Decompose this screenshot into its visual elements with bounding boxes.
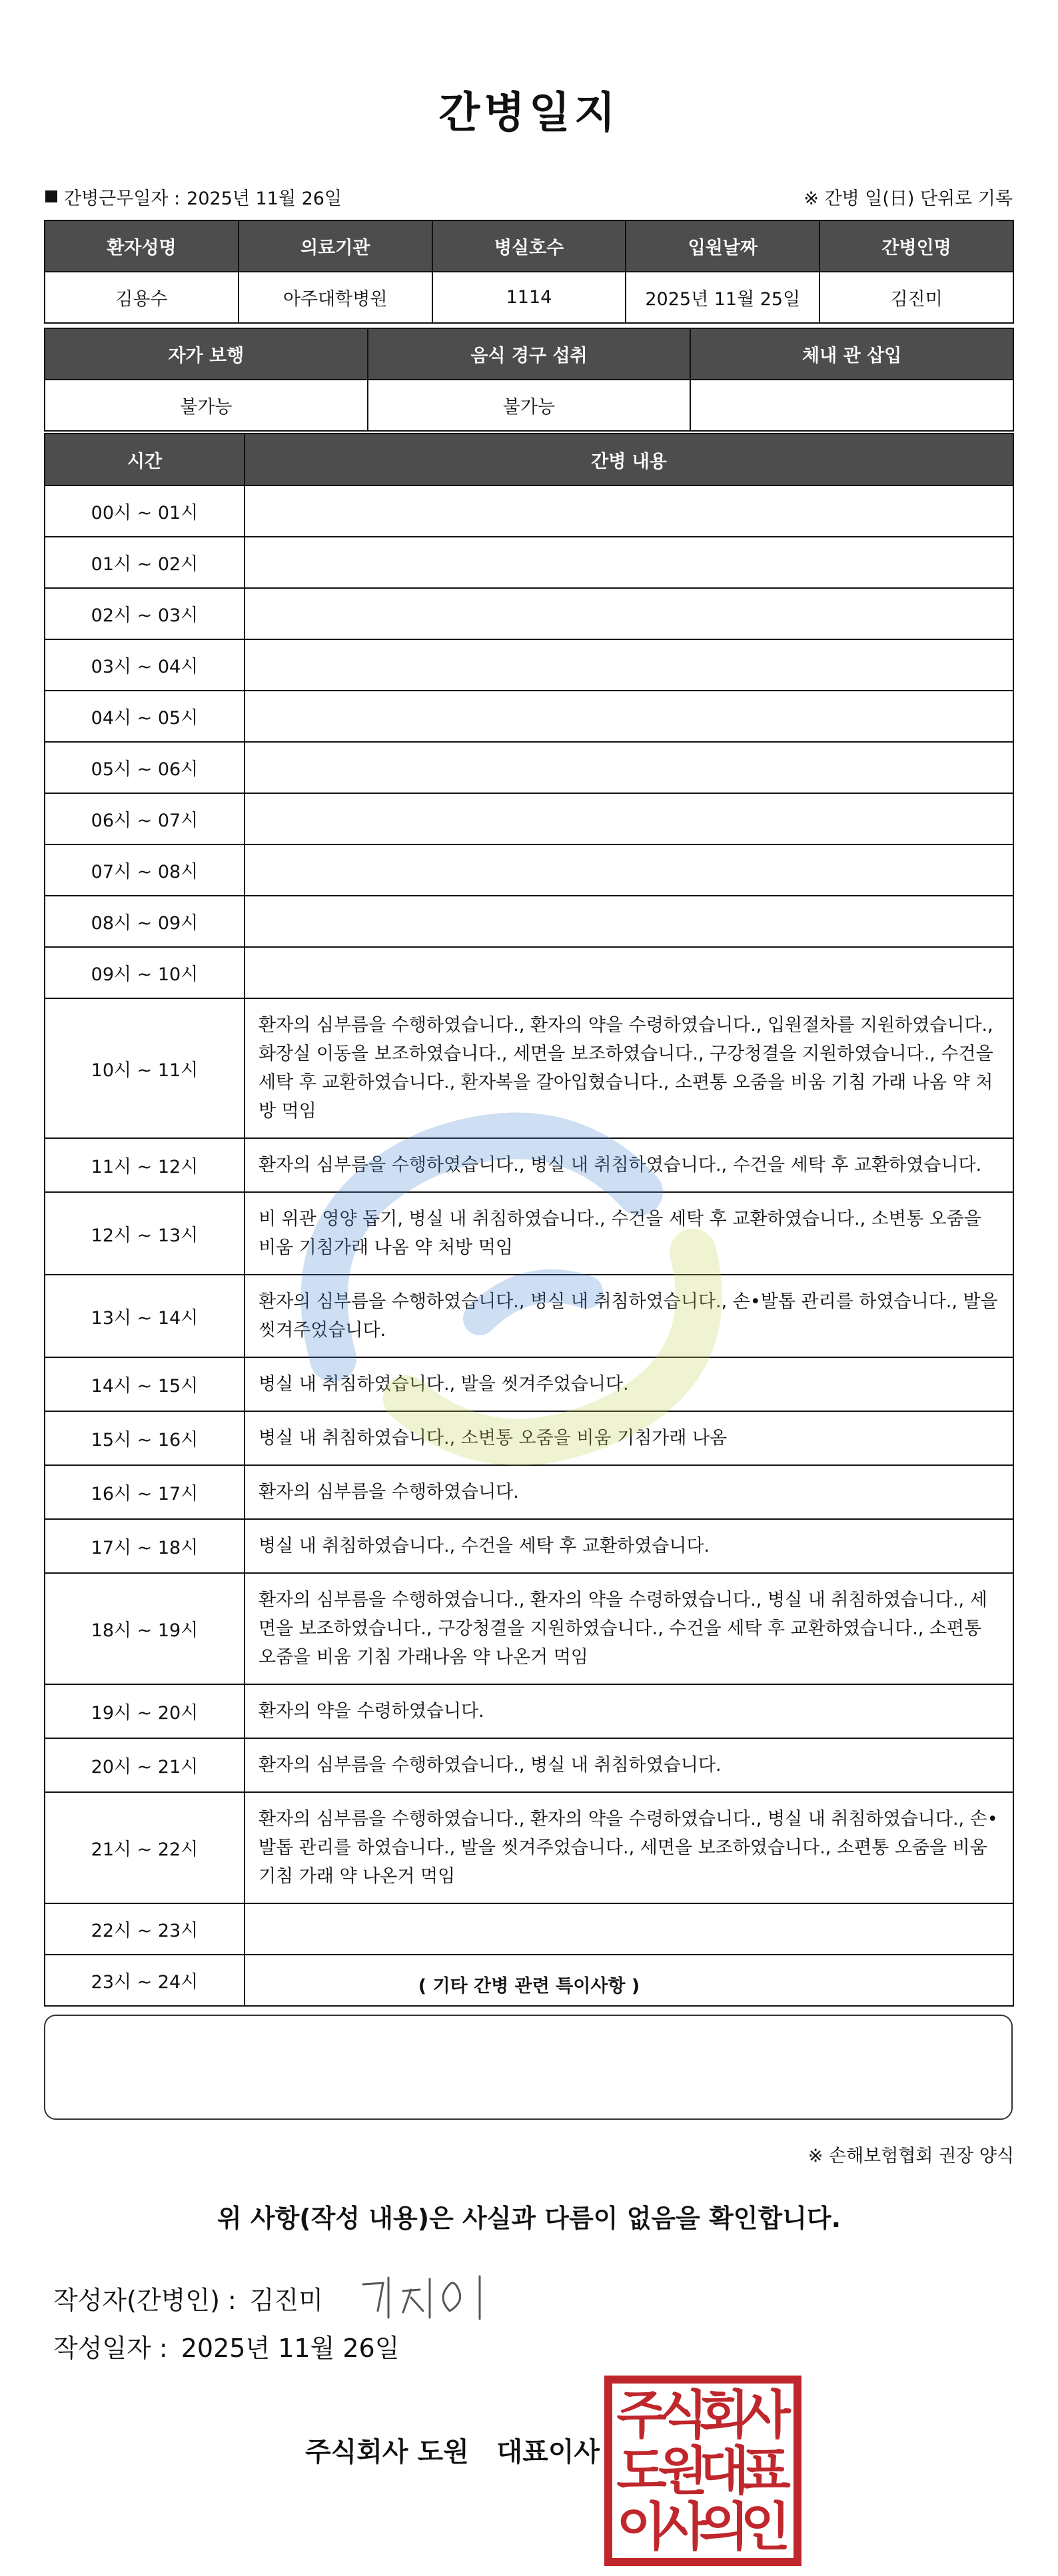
log-row bbox=[45, 742, 1013, 793]
log-row bbox=[45, 793, 1013, 844]
log-content: 환자의 심부름을 수행하였습니다., 병실 내 취침하였습니다. bbox=[245, 1738, 1013, 1792]
svg-text:원: 원 bbox=[658, 2441, 708, 2501]
header-hospital: 의료기관 bbox=[239, 220, 432, 272]
log-time: 11시 ~ 12시 bbox=[45, 1138, 245, 1192]
log-time: 21시 ~ 22시 bbox=[45, 1792, 245, 1903]
log-row bbox=[45, 1519, 1013, 1573]
meta-row bbox=[45, 183, 1013, 210]
log-row bbox=[45, 1411, 1013, 1465]
info-header-row bbox=[45, 220, 1013, 272]
write-date-row bbox=[53, 2328, 399, 2364]
work-date bbox=[45, 184, 342, 210]
log-row bbox=[45, 1903, 1013, 1955]
log-time: 14시 ~ 15시 bbox=[45, 1357, 245, 1411]
log-time: 13시 ~ 14시 bbox=[45, 1275, 245, 1357]
log-content: 환자의 심부름을 수행하였습니다., 병실 내 취침하였습니다., 손•발톱 관리를 하였습니다., 발을 씻겨주었습니다. bbox=[245, 1275, 1013, 1357]
log-row bbox=[45, 588, 1013, 639]
svg-text:도: 도 bbox=[616, 2441, 667, 2501]
remarks-title: ( 기타 간병 관련 특이사항 ) bbox=[418, 1976, 640, 1997]
log-time: 09시 ~ 10시 bbox=[45, 947, 245, 998]
log-time: 20시 ~ 21시 bbox=[45, 1738, 245, 1792]
log-row bbox=[45, 1573, 1013, 1684]
log-row bbox=[45, 537, 1013, 588]
ceo-title: 대표이사 bbox=[496, 2437, 600, 2467]
work-date-label: 간병근무일자 : bbox=[64, 188, 181, 209]
log-row bbox=[45, 998, 1013, 1138]
signature-mark bbox=[356, 2271, 490, 2324]
log-time: 23시 ~ 24시 bbox=[45, 1955, 245, 2006]
writer-label: 작성자(간병인) : bbox=[53, 2285, 237, 2315]
log-time: 18시 ~ 19시 bbox=[45, 1573, 245, 1684]
caregiver-name: 김진미 bbox=[819, 272, 1013, 323]
log-content: 환자의 심부름을 수행하였습니다., 환자의 약을 수령하였습니다., 병실 내 취침하였습니다., 손•발톱 관리를 하였습니다., 발을 씻겨주었습니다., 세면을 보조하였습니다., 소편통 오줌을 비움 기침 가래 약 나온거 먹임 bbox=[245, 1792, 1013, 1903]
log-time: 19시 ~ 20시 bbox=[45, 1684, 245, 1738]
admission-date: 2025년 11월 25일 bbox=[626, 272, 819, 323]
company-name: 주식회사 도원 bbox=[305, 2437, 469, 2467]
log-row bbox=[45, 485, 1013, 537]
svg-text:사: 사 bbox=[658, 2497, 708, 2557]
patient-info-table bbox=[44, 220, 1014, 324]
patient-name: 김용수 bbox=[45, 272, 239, 323]
oral-intake-status: 불가능 bbox=[368, 380, 691, 431]
company-seal bbox=[603, 2374, 803, 2567]
log-time: 03시 ~ 04시 bbox=[45, 639, 245, 691]
log-time: 02시 ~ 03시 bbox=[45, 588, 245, 639]
log-row bbox=[45, 1792, 1013, 1903]
log-content: 비 위관 영양 돕기, 병실 내 취침하였습니다., 수건을 세탁 후 교환하였습니다., 소변통 오줌을 비움 기침가래 나옴 약 처방 먹임 bbox=[245, 1192, 1013, 1275]
svg-text:인: 인 bbox=[740, 2497, 791, 2557]
svg-text:주: 주 bbox=[616, 2386, 667, 2445]
footnote: ※ 손해보험협회 권장 양식 bbox=[807, 2146, 1014, 2166]
log-time: 00시 ~ 01시 bbox=[45, 485, 245, 537]
header-room-number: 병실호수 bbox=[432, 220, 626, 272]
log-time: 01시 ~ 02시 bbox=[45, 537, 245, 588]
log-content: 환자의 심부름을 수행하였습니다., 병실 내 취침하였습니다., 수건을 세탁 후 교환하였습니다. bbox=[245, 1138, 1013, 1192]
log-row bbox=[45, 1357, 1013, 1411]
header-oral-intake: 음식 경구 섭취 bbox=[368, 328, 691, 380]
header-admission-date: 입원날짜 bbox=[626, 220, 819, 272]
write-date-label: 작성일자 : bbox=[53, 2334, 168, 2363]
log-content: 환자의 약을 수령하였습니다. bbox=[245, 1684, 1013, 1738]
write-date-value: 2025년 11월 26일 bbox=[181, 2334, 400, 2363]
log-content bbox=[245, 1903, 1013, 1955]
tube-status bbox=[690, 380, 1013, 431]
page-title: 간병일지 bbox=[438, 89, 620, 138]
remarks-box bbox=[44, 2015, 1013, 2120]
status-header-row bbox=[45, 328, 1013, 380]
writer-row bbox=[53, 2271, 490, 2324]
log-content: 환자의 심부름을 수행하였습니다., 환자의 약을 수령하였습니다., 병실 내 취침하였습니다., 세면을 보조하였습니다., 구강청결을 지원하였습니다., 수건을 세탁 후 교환하였습니다., 소편통 오줌을 비움 기침 가래나옴 약 나온거 먹임 bbox=[245, 1573, 1013, 1684]
log-content bbox=[245, 485, 1013, 537]
log-row bbox=[45, 1275, 1013, 1357]
log-row bbox=[45, 691, 1013, 742]
log-time: 22시 ~ 23시 bbox=[45, 1903, 245, 1955]
log-time: 15시 ~ 16시 bbox=[45, 1411, 245, 1465]
log-row bbox=[45, 896, 1013, 947]
log-content: 환자의 심부름을 수행하였습니다. bbox=[245, 1465, 1013, 1519]
svg-text:식: 식 bbox=[658, 2386, 708, 2445]
log-time: 06시 ~ 07시 bbox=[45, 793, 245, 844]
room-number: 1114 bbox=[432, 272, 626, 323]
header-patient-name: 환자성명 bbox=[45, 220, 239, 272]
log-content bbox=[245, 691, 1013, 742]
log-content bbox=[245, 793, 1013, 844]
log-row bbox=[45, 844, 1013, 896]
log-row bbox=[45, 1192, 1013, 1275]
header-care-content: 간병 내용 bbox=[245, 434, 1013, 485]
log-time: 17시 ~ 18시 bbox=[45, 1519, 245, 1573]
log-content bbox=[245, 844, 1013, 896]
care-log-table bbox=[44, 433, 1014, 2007]
log-row bbox=[45, 639, 1013, 691]
walking-status: 불가능 bbox=[45, 380, 368, 431]
log-content bbox=[245, 639, 1013, 691]
header-caregiver-name: 간병인명 bbox=[819, 220, 1013, 272]
log-content bbox=[245, 947, 1013, 998]
company-signature-line bbox=[305, 2431, 600, 2469]
header-time: 시간 bbox=[45, 434, 245, 485]
log-content bbox=[245, 588, 1013, 639]
header-walking: 자가 보행 bbox=[45, 328, 368, 380]
svg-text:이: 이 bbox=[616, 2497, 667, 2557]
log-time: 10시 ~ 11시 bbox=[45, 998, 245, 1138]
square-bullet-icon bbox=[45, 190, 57, 202]
log-content: 환자의 심부름을 수행하였습니다., 환자의 약을 수령하였습니다., 입원절차를 지원하였습니다., 화장실 이동을 보조하였습니다., 세면을 보조하였습니다., 구강청결을 지원하였습니다., 수건을 세탁 후 교환하였습니다., 환자복을 갈아입혔습니다., 소편통 오줌을 비움 기침 가래 나옴 약 처방 먹임 bbox=[245, 998, 1013, 1138]
log-content: 병실 내 취침하였습니다., 발을 씻겨주었습니다. bbox=[245, 1357, 1013, 1411]
log-row bbox=[45, 1138, 1013, 1192]
unit-note: ※ 간병 일(日) 단위로 기록 bbox=[803, 188, 1013, 209]
log-content: 병실 내 취침하였습니다., 수건을 세탁 후 교환하였습니다. bbox=[245, 1519, 1013, 1573]
header-tube: 체내 관 삽입 bbox=[690, 328, 1013, 380]
log-row bbox=[45, 1738, 1013, 1792]
writer-name: 김진미 bbox=[249, 2285, 323, 2315]
status-value-row bbox=[45, 380, 1013, 431]
log-content: 병실 내 취침하였습니다., 소변통 오줌을 비움 기침가래 나옴 bbox=[245, 1411, 1013, 1465]
hospital: 아주대학병원 bbox=[239, 272, 432, 323]
log-time: 05시 ~ 06시 bbox=[45, 742, 245, 793]
svg-text:의: 의 bbox=[699, 2497, 750, 2557]
svg-text:대: 대 bbox=[699, 2441, 750, 2501]
log-time: 04시 ~ 05시 bbox=[45, 691, 245, 742]
log-time: 12시 ~ 13시 bbox=[45, 1192, 245, 1275]
work-date-value: 2025년 11월 26일 bbox=[187, 188, 342, 209]
svg-text:회: 회 bbox=[699, 2386, 750, 2445]
log-header-row bbox=[45, 434, 1013, 485]
log-content bbox=[245, 742, 1013, 793]
log-time: 08시 ~ 09시 bbox=[45, 896, 245, 947]
log-row bbox=[45, 1684, 1013, 1738]
svg-text:사: 사 bbox=[740, 2386, 791, 2445]
log-time: 07시 ~ 08시 bbox=[45, 844, 245, 896]
log-row bbox=[45, 1465, 1013, 1519]
info-value-row bbox=[45, 272, 1013, 323]
svg-text:표: 표 bbox=[740, 2441, 791, 2501]
patient-status-table bbox=[44, 328, 1014, 432]
confirmation-statement: 위 사항(작성 내용)은 사실과 다름이 없음을 확인합니다. bbox=[217, 2204, 841, 2233]
log-row bbox=[45, 947, 1013, 998]
log-time: 16시 ~ 17시 bbox=[45, 1465, 245, 1519]
log-content bbox=[245, 537, 1013, 588]
log-content bbox=[245, 896, 1013, 947]
